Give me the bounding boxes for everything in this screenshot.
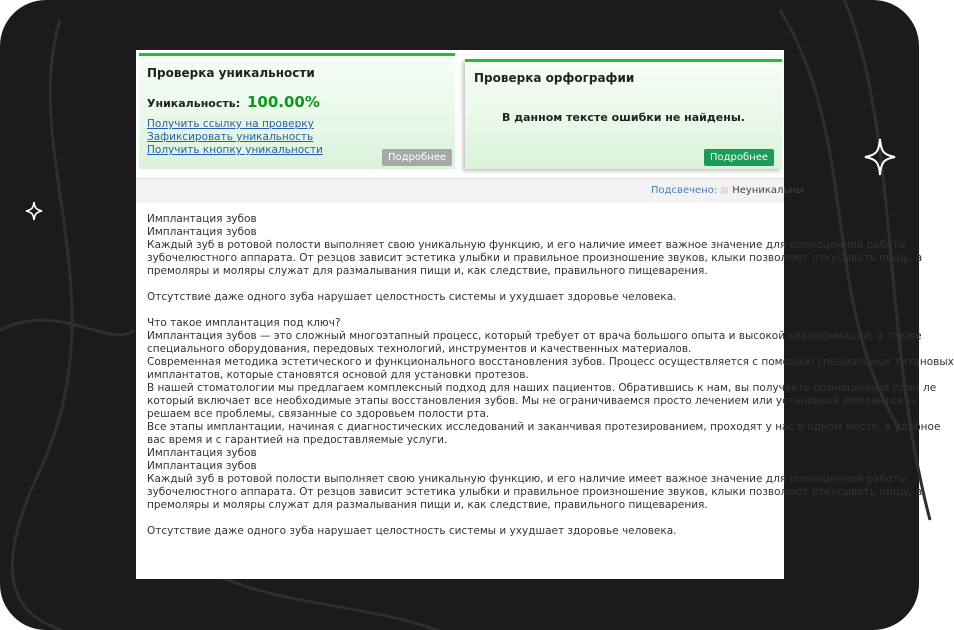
uniqueness-more-button[interactable]: Подробнее bbox=[382, 149, 452, 166]
text-line: премоляры и моляры служат для размалывания пищи и, как следствие, правильного пищеварения. bbox=[147, 265, 708, 277]
sparkle-icon bbox=[864, 138, 896, 176]
text-line bbox=[147, 278, 837, 291]
checker-panel bbox=[136, 50, 954, 579]
legend-label: Подсвечено: bbox=[651, 185, 718, 196]
text-line: Имплантация зубов bbox=[147, 460, 257, 472]
text-line: вас время и с гарантией на предоставляемые услуги. bbox=[147, 434, 448, 446]
uniqueness-card bbox=[139, 53, 455, 169]
score-value: 100.00% bbox=[246, 93, 320, 111]
text-line: Каждый зуб в ротовой полости выполняет свою уникальную функцию, и его наличие имеет важное значение для полноценной работы bbox=[147, 473, 908, 485]
text-line: который включает все необходимые этапы восстановления зубов. Мы не ограничиваемся просто лечением или установкой имплантов — bbox=[147, 395, 918, 407]
text-line: В нашей стоматологии мы предлагаем комплексный подход для наших пациентов. Обратившись к нам, вы получаете полноценный план ле bbox=[147, 382, 937, 394]
text-line bbox=[147, 512, 837, 525]
sparkle-small-icon bbox=[25, 201, 43, 221]
text-line: Имплантация зубов bbox=[147, 226, 257, 238]
get-check-link[interactable]: Получить ссылку на проверку bbox=[147, 118, 314, 130]
text-line: имплантатов, которые становятся основой для установки протезов. bbox=[147, 369, 529, 381]
checked-text-area bbox=[136, 203, 954, 579]
text-line: Все этапы имплантации, начиная с диагностических исследований и заканчивая протезированием, проходят у нас в одном месте, в удобное bbox=[147, 421, 941, 433]
legend-item: Неуникальны bbox=[732, 185, 804, 196]
get-uniqueness-button-link[interactable]: Получить кнопку уникальности bbox=[147, 144, 323, 156]
uniqueness-title: Проверка уникальности bbox=[147, 66, 315, 80]
nonunique-swatch bbox=[721, 187, 728, 194]
text-line: зубочелюстного аппарата. От резцов зависит эстетика улыбки и правильное произношение звуков, клыки позволяют откусывать пищу, а bbox=[147, 486, 923, 498]
spelling-card bbox=[465, 59, 782, 169]
text-line bbox=[147, 304, 837, 317]
highlight-legend bbox=[136, 178, 804, 204]
text-line: Имплантация зубов bbox=[147, 447, 257, 459]
text-line: Отсутствие даже одного зуба нарушает целостность системы и ухудшает здоровье человека. bbox=[147, 525, 677, 537]
text-line: Что такое имплантация под ключ? bbox=[147, 317, 341, 329]
uniqueness-links bbox=[147, 118, 323, 157]
fix-uniqueness-link[interactable]: Зафиксировать уникальность bbox=[147, 131, 314, 143]
text-line: зубочелюстного аппарата. От резцов зависит эстетика улыбки и правильное произношение звуков, клыки позволяют откусывать пищу, а bbox=[147, 252, 923, 264]
text-line: Имплантация зубов — это сложный многоэтапный процесс, который требует от врача большого опыта и высокой квалификации, а также bbox=[147, 330, 922, 342]
score-label: Уникальность: bbox=[147, 97, 241, 110]
text-line: Каждый зуб в ротовой полости выполняет свою уникальную функцию, и его наличие имеет важное значение для полноценной работы bbox=[147, 239, 908, 251]
text-line: решаем все проблемы, связанные со здоровьем полости рта. bbox=[147, 408, 490, 420]
spelling-title: Проверка орфографии bbox=[474, 71, 635, 85]
text-line: премоляры и моляры служат для размалывания пищи и, как следствие, правильного пищеварения. bbox=[147, 499, 708, 511]
text-line: специального оборудования, передовых технологий, инструментов и качественных материалов. bbox=[147, 343, 692, 355]
spelling-message: В данном тексте ошибки не найдены. bbox=[502, 111, 745, 124]
uniqueness-score bbox=[147, 93, 320, 111]
spelling-more-button[interactable]: Подробнее bbox=[704, 149, 774, 166]
checked-text bbox=[147, 213, 954, 538]
text-line: Отсутствие даже одного зуба нарушает целостность системы и ухудшает здоровье человека. bbox=[147, 291, 677, 303]
text-line: Современная методика эстетического и функционального восстановления зубов. Процесс осуществляется с помощью специальных титановых bbox=[147, 356, 954, 368]
text-line: Имплантация зубов bbox=[147, 213, 257, 225]
